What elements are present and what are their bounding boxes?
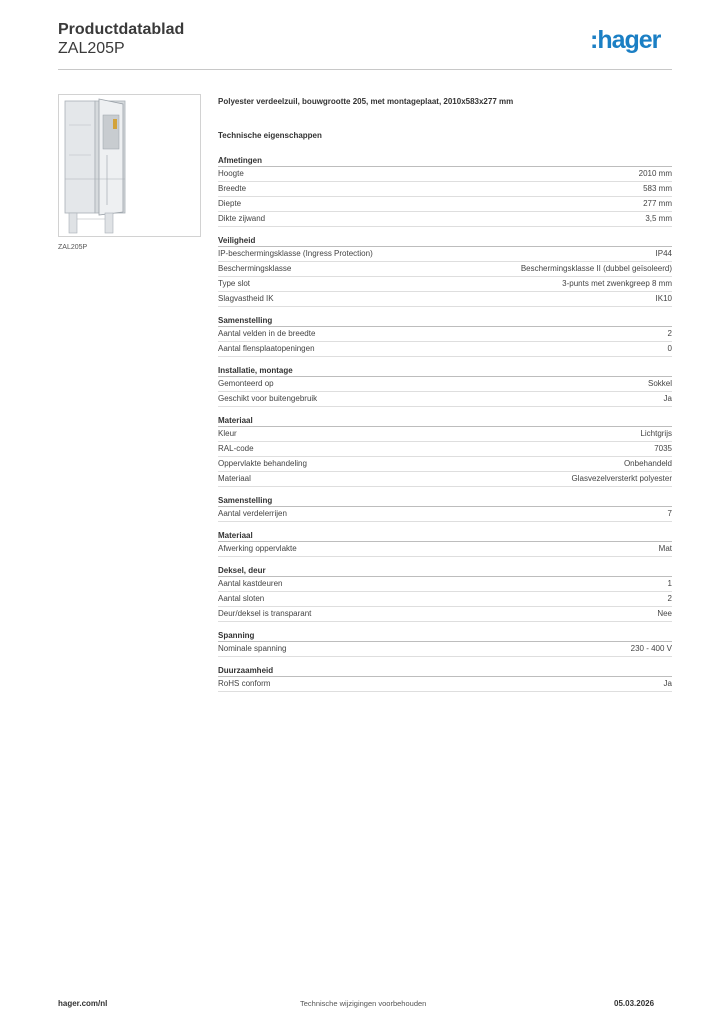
spec-label: IP-beschermingsklasse (Ingress Protection) [218,249,373,258]
spec-row [218,427,672,442]
spec-row [218,507,672,522]
spec-section [218,565,672,622]
spec-row [218,262,672,277]
spec-label: Deur/deksel is transparant [218,609,312,618]
product-code: ZAL205P [58,40,125,57]
spec-value: IP44 [655,249,672,258]
spec-row [218,292,672,307]
spec-section [218,365,672,407]
spec-value: 7035 [654,444,672,453]
spec-section [218,630,672,657]
spec-label: Aantal kastdeuren [218,579,283,588]
spec-value: Glasvezelversterkt polyester [571,474,672,483]
header-divider [58,69,672,70]
spec-section [218,155,672,227]
section-title: Installatie, montage [218,365,672,377]
spec-label: Gemonteerd op [218,379,274,388]
spec-value: Nee [657,609,672,618]
spec-label: RAL-code [218,444,254,453]
spec-label: Kleur [218,429,237,438]
spec-value: Beschermingsklasse II (dubbel geïsoleerd) [520,264,672,273]
spec-row [218,182,672,197]
spec-label: Geschikt voor buitengebruik [218,394,318,403]
spec-row [218,327,672,342]
spec-value: 2 [667,594,672,603]
section-title: Veiligheid [218,235,672,247]
spec-value: 277 mm [643,199,672,208]
section-title: Deksel, deur [218,565,672,577]
image-caption: ZAL205P [58,244,88,251]
spec-value: Sokkel [647,379,672,388]
spec-label: Aantal velden in de breedte [218,329,316,338]
section-title: Samenstelling [218,315,672,327]
product-image [58,94,201,237]
section-title: Samenstelling [218,495,672,507]
spec-value: Lichtgrijs [640,429,672,438]
page-title: Productdatablad [58,21,185,38]
spec-section [218,495,672,522]
spec-value: 2010 mm [638,169,672,178]
spec-row [218,577,672,592]
spec-row [218,392,672,407]
section-title: Duurzaamheid [218,665,672,677]
spec-value: 583 mm [643,184,672,193]
spec-section [218,530,672,557]
spec-row [218,247,672,262]
spec-table [218,155,672,700]
spec-label: Aantal flensplaatopeningen [218,344,315,353]
spec-value: 1 [667,579,672,588]
spec-row [218,457,672,472]
spec-label: Slagvastheid IK [218,294,274,303]
footer-disclaimer: Technische wijzigingen voorbehouden [300,999,427,1008]
spec-row [218,472,672,487]
spec-label: Hoogte [218,169,244,178]
spec-label: Diepte [218,199,242,208]
footer-date: 05.03.2026 [614,999,655,1008]
spec-label: Dikte zijwand [218,214,266,223]
spec-row [218,277,672,292]
spec-label: Oppervlakte behandeling [218,459,307,468]
spec-row [218,342,672,357]
spec-value: Onbehandeld [623,459,672,468]
footer-website-link[interactable]: hager.com/nl [58,999,108,1008]
hager-logo: :hager [590,26,661,54]
spec-label: Materiaal [218,474,251,483]
spec-row [218,377,672,392]
technical-properties-heading: Technische eigenschappen [218,131,322,140]
spec-value: Ja [663,679,672,688]
spec-value: 3-punts met zwenkgreep 8 mm [562,279,672,288]
spec-section [218,235,672,307]
spec-label: Aantal sloten [218,594,265,603]
section-title: Spanning [218,630,672,642]
spec-row [218,677,672,692]
spec-label: Aantal verdelerrijen [218,509,287,518]
spec-value: Ja [663,394,672,403]
spec-label: RoHS conform [218,679,271,688]
spec-label: Beschermingsklasse [218,264,292,273]
spec-value: 0 [667,344,672,353]
spec-row [218,642,672,657]
section-title: Afmetingen [218,155,672,167]
spec-section [218,315,672,357]
spec-value: 7 [667,509,672,518]
spec-value: Mat [658,544,672,553]
distribution-cabinet-illustration [59,95,200,236]
spec-section [218,665,672,692]
section-title: Materiaal [218,415,672,427]
spec-row [218,442,672,457]
spec-value: 230 - 400 V [630,644,672,653]
section-title: Materiaal [218,530,672,542]
spec-row [218,197,672,212]
spec-section [218,415,672,487]
spec-label: Breedte [218,184,247,193]
spec-row [218,607,672,622]
spec-value: 3,5 mm [645,214,672,223]
spec-label: Type slot [218,279,251,288]
spec-value: IK10 [655,294,672,303]
product-description: Polyester verdeelzuil, bouwgrootte 205, met montageplaat, 2010x583x277 mm [218,97,514,106]
spec-row [218,542,672,557]
spec-row [218,212,672,227]
spec-row [218,592,672,607]
spec-label: Afwerking oppervlakte [218,544,297,553]
spec-label: Nominale spanning [218,644,287,653]
spec-row [218,167,672,182]
spec-value: 2 [667,329,672,338]
